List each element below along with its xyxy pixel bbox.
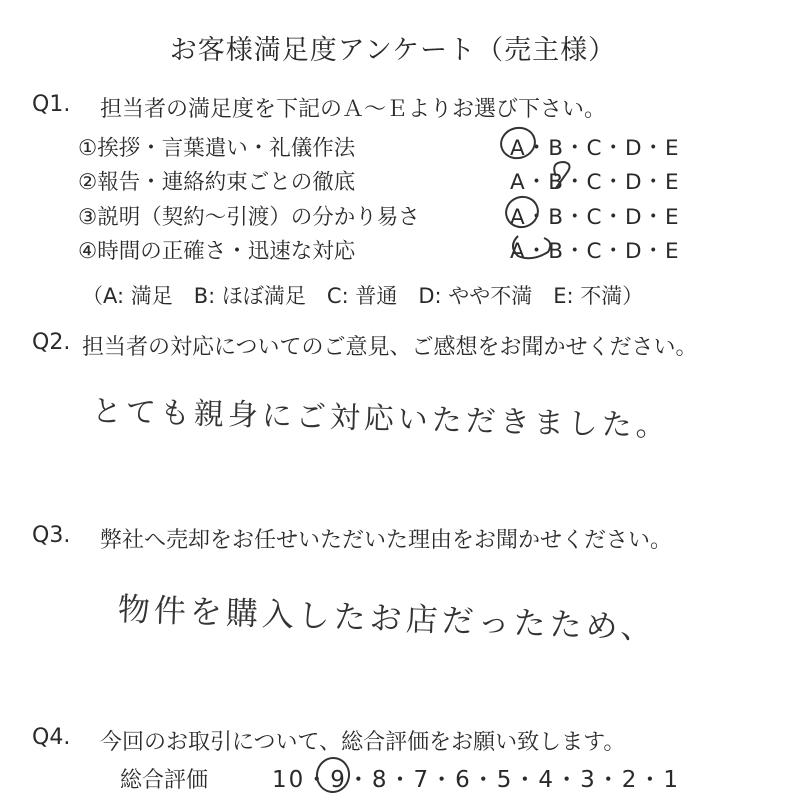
page-title: お客様満足度アンケート（売主様） [169,35,617,66]
q2-number: Q2. [32,330,71,355]
q1-item-timeliness: ④時間の正確さ・迅速な対応 [78,239,356,264]
q3-handwritten-answer[interactable]: 物件を購入したお店だったため、 [117,590,657,647]
q1-grades-greeting[interactable]: A・B・C・D・E [510,136,680,161]
q4-number: Q4. [32,725,71,750]
q3-question: 弊社へ売却をお任せいただいた理由をお聞かせください。 [100,528,673,553]
q1-legend: （A: 満足 B: ほぼ満足 C: 普通 D: やや不満 E: 不満） [82,284,644,308]
q1-item-reporting: ②報告・連絡約束ごとの徹底 [78,170,356,195]
q2-question: 担当者の対応についてのご意見、ご感想をお聞かせください。 [82,335,698,360]
q4-question: 今回のお取引について、総合評価をお願い致します。 [100,730,626,755]
q2-handwritten-answer[interactable]: とても親身にご対応いただきました。 [91,394,671,445]
q1-number: Q1. [32,92,71,117]
q1-item-explanation: ③説明（契約～引渡）の分かり易さ [78,205,420,230]
q1-grades-reporting[interactable]: A・B・C・D・E [510,170,680,195]
q4-overall-label: 総合評価 [120,768,209,793]
q4-rating-scale[interactable]: 10・9・8・7・6・5・4・3・2・1 [272,767,680,793]
q1-grades-timeliness[interactable]: A・B・C・D・E [510,239,680,264]
q3-number: Q3. [32,523,71,548]
q1-item-greeting: ①挨拶・言葉遣い・礼儀作法 [78,136,356,161]
q1-question: 担当者の満足度を下記のＡ～Ｅよりお選び下さい。 [100,97,607,122]
q1-grades-explanation[interactable]: A・B・C・D・E [510,205,680,230]
